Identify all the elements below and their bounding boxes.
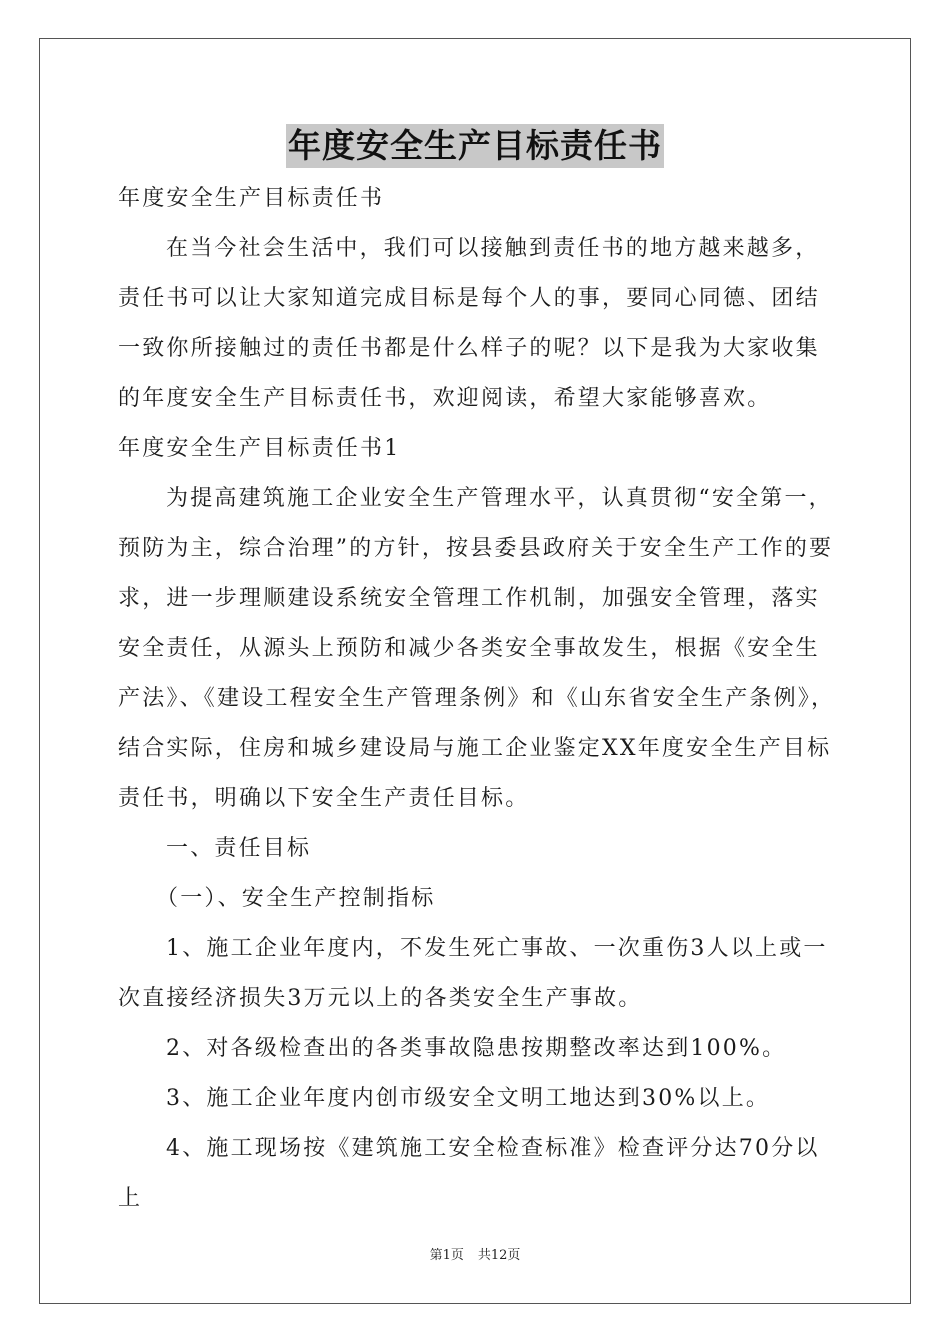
list-item-3: 3、施工企业年度内创市级安全文明工地达到30%以上。: [166, 1086, 771, 1111]
page-footer: [0, 1244, 950, 1263]
intro-paragraph: 在当今社会生活中，我们可以接触到责任书的地方越来越多，责任书可以让大家知道完成目标是每个人的事，要同心同德、团结一致你所接触过的责任书都是什么样子的呢？以下是我为大家收集的年度安全生产目标责任书，欢迎阅读，希望大家能够喜欢。: [118, 236, 820, 411]
list-item-2: 2、对各级检查出的各类事故隐患按期整改率达到100%。: [166, 1036, 787, 1061]
section-heading: 年度安全生产目标责任书1: [118, 436, 401, 461]
body-paragraph: 为提高建筑施工企业安全生产管理水平，认真贯彻“安全第一，预防为主，综合治理”的方针，按县委县政府关于安全生产工作的要求，进一步理顺建设系统安全管理工作机制，加强安全管理，落实安全责任，从源头上预防和减少各类安全事故发生，根据《安全生产法》、《建设工程安全生产管理条例》和《山东省安全生产条例》，结合实际，住房和城乡建设局与施工企业鉴定XX年度安全生产目标责任书，明确以下安全生产责任目标。: [118, 486, 836, 811]
heading-responsibility-goals: 一、责任目标: [166, 836, 312, 861]
list-item-4: 4、施工现场按《建筑施工安全检查标准》检查评分达70分以上: [118, 1136, 820, 1211]
page-number: 第1页: [429, 1248, 464, 1263]
list-item-1: 1、施工企业年度内，不发生死亡事故、一次重伤3人以上或一次直接经济损失3万元以上的各类安全生产事故。: [118, 936, 828, 1011]
title-wrap: [0, 124, 950, 168]
document-body: [118, 174, 838, 1224]
page-total: 共12页: [477, 1248, 521, 1263]
subtitle: 年度安全生产目标责任书: [118, 186, 385, 211]
heading-control-indicators: （一）、安全生产控制指标: [156, 886, 436, 911]
document-title: 年度安全生产目标责任书: [286, 124, 664, 168]
